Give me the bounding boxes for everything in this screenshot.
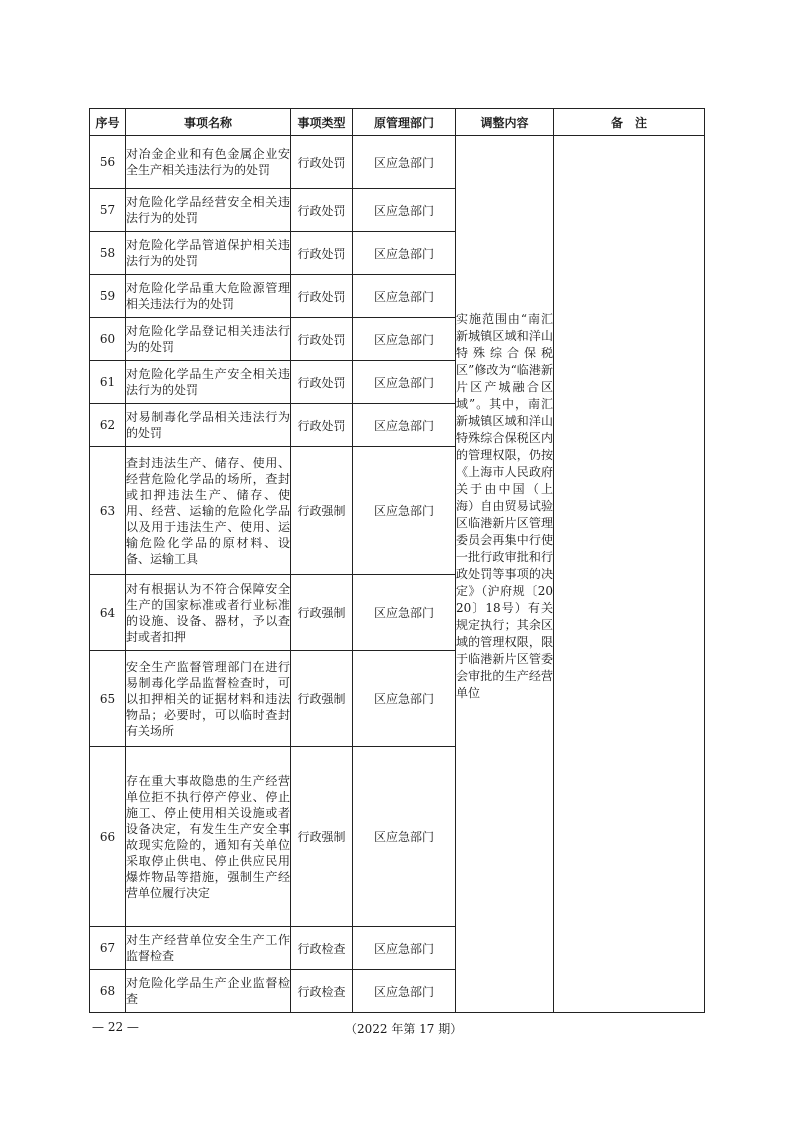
row-item-name: 对生产经营单位安全生产工作监督检查 [126, 927, 291, 970]
row-item-name: 对危险化学品经营安全相关违法行为的处罚 [126, 189, 291, 232]
row-item-name: 对易制毒化学品相关违法行为的处罚 [126, 404, 291, 447]
row-seq: 58 [90, 232, 126, 275]
row-item-type: 行政处罚 [291, 318, 353, 361]
row-dept: 区应急部门 [353, 189, 456, 232]
row-seq: 57 [90, 189, 126, 232]
row-item-type: 行政强制 [291, 575, 353, 651]
row-item-name: 对冶金企业和有色金属企业安全生产相关违法行为的处罚 [126, 136, 291, 189]
table-row [90, 136, 705, 189]
row-dept: 区应急部门 [353, 404, 456, 447]
row-seq: 63 [90, 447, 126, 575]
row-item-type: 行政处罚 [291, 136, 353, 189]
row-seq: 56 [90, 136, 126, 189]
row-item-type: 行政检查 [291, 927, 353, 970]
row-seq: 62 [90, 404, 126, 447]
row-item-type: 行政处罚 [291, 189, 353, 232]
row-seq: 64 [90, 575, 126, 651]
row-seq: 61 [90, 361, 126, 404]
row-seq: 67 [90, 927, 126, 970]
row-dept: 区应急部门 [353, 970, 456, 1013]
row-dept: 区应急部门 [353, 927, 456, 970]
row-dept: 区应急部门 [353, 747, 456, 927]
adjust-content-cell [456, 136, 554, 1013]
row-item-type: 行政强制 [291, 651, 353, 747]
row-dept: 区应急部门 [353, 651, 456, 747]
header-adjust: 调整内容 [456, 109, 554, 136]
row-seq: 59 [90, 275, 126, 318]
row-dept: 区应急部门 [353, 275, 456, 318]
row-dept: 区应急部门 [353, 575, 456, 651]
row-item-type: 行政强制 [291, 747, 353, 927]
row-item-type: 行政强制 [291, 447, 353, 575]
row-item-type: 行政处罚 [291, 275, 353, 318]
adjustment-table [89, 108, 705, 1013]
header-dept: 原管理部门 [353, 109, 456, 136]
row-dept: 区应急部门 [353, 136, 456, 189]
row-item-name: 对危险化学品生产企业监督检查 [126, 970, 291, 1013]
issue-label: （2022 年第 17 期） [345, 1022, 463, 1036]
row-dept: 区应急部门 [353, 447, 456, 575]
row-seq: 68 [90, 970, 126, 1013]
row-item-name: 查封违法生产、储存、使用、经营危险化学品的场所，查封或扣押违法生产、储存、使用、经营、运输的危险化学品以及用于违法生产、使用、运输危险化学品的原材料、设备、运输工具 [126, 447, 291, 575]
header-type: 事项类型 [291, 109, 353, 136]
table-body [90, 136, 705, 1013]
row-item-type: 行政处罚 [291, 361, 353, 404]
row-item-name: 安全生产监督管理部门在进行易制毒化学品监督检查时，可以扣押相关的证据材料和违法物品；必要时，可以临时查封有关场所 [126, 651, 291, 747]
row-seq: 65 [90, 651, 126, 747]
row-item-type: 行政处罚 [291, 404, 353, 447]
row-seq: 60 [90, 318, 126, 361]
header-seq: 序号 [90, 109, 126, 136]
row-dept: 区应急部门 [353, 318, 456, 361]
header-name: 事项名称 [126, 109, 291, 136]
adjust-content: 实施范围由“南汇新城镇区域和洋山特殊综合保税区”修改为“临港新片区产城融合区域”。其中，南汇新城镇区域和洋山特殊综合保税区内的管理权限，仍按《上海市人民政府关于由中国（上海）自由贸易试验区临港新片区管理委员会再集中行使一批行政审批和行政处罚等事项的决定》（沪府规〔2020〕18号）有关规定执行；其余区域的管理权限，限于临港新片区管委会审批的生产经营单位 [456, 312, 553, 700]
row-item-name: 对危险化学品生产安全相关违法行为的处罚 [126, 361, 291, 404]
row-seq: 66 [90, 747, 126, 927]
row-item-name: 存在重大事故隐患的生产经营单位拒不执行停产停业、停止施工、停止使用相关设施或者设备决定，有发生生产安全事故现实危险的，通知有关单位采取停止供电、停止供应民用爆炸物品等措施，强制生产经营单位履行决定 [126, 747, 291, 927]
row-item-name: 对危险化学品登记相关违法行为的处罚 [126, 318, 291, 361]
table-header-row [90, 109, 705, 136]
page-number: — 22 — [92, 1020, 139, 1034]
row-item-name: 对有根据认为不符合保障安全生产的国家标准或者行业标准的设施、设备、器材，予以查封或者扣押 [126, 575, 291, 651]
row-dept: 区应急部门 [353, 361, 456, 404]
row-item-name: 对危险化学品重大危险源管理相关违法行为的处罚 [126, 275, 291, 318]
row-item-type: 行政处罚 [291, 232, 353, 275]
row-item-type: 行政检查 [291, 970, 353, 1013]
remark-cell [554, 136, 705, 1013]
header-remark: 备 注 [554, 109, 705, 136]
row-item-name: 对危险化学品管道保护相关违法行为的处罚 [126, 232, 291, 275]
row-dept: 区应急部门 [353, 232, 456, 275]
